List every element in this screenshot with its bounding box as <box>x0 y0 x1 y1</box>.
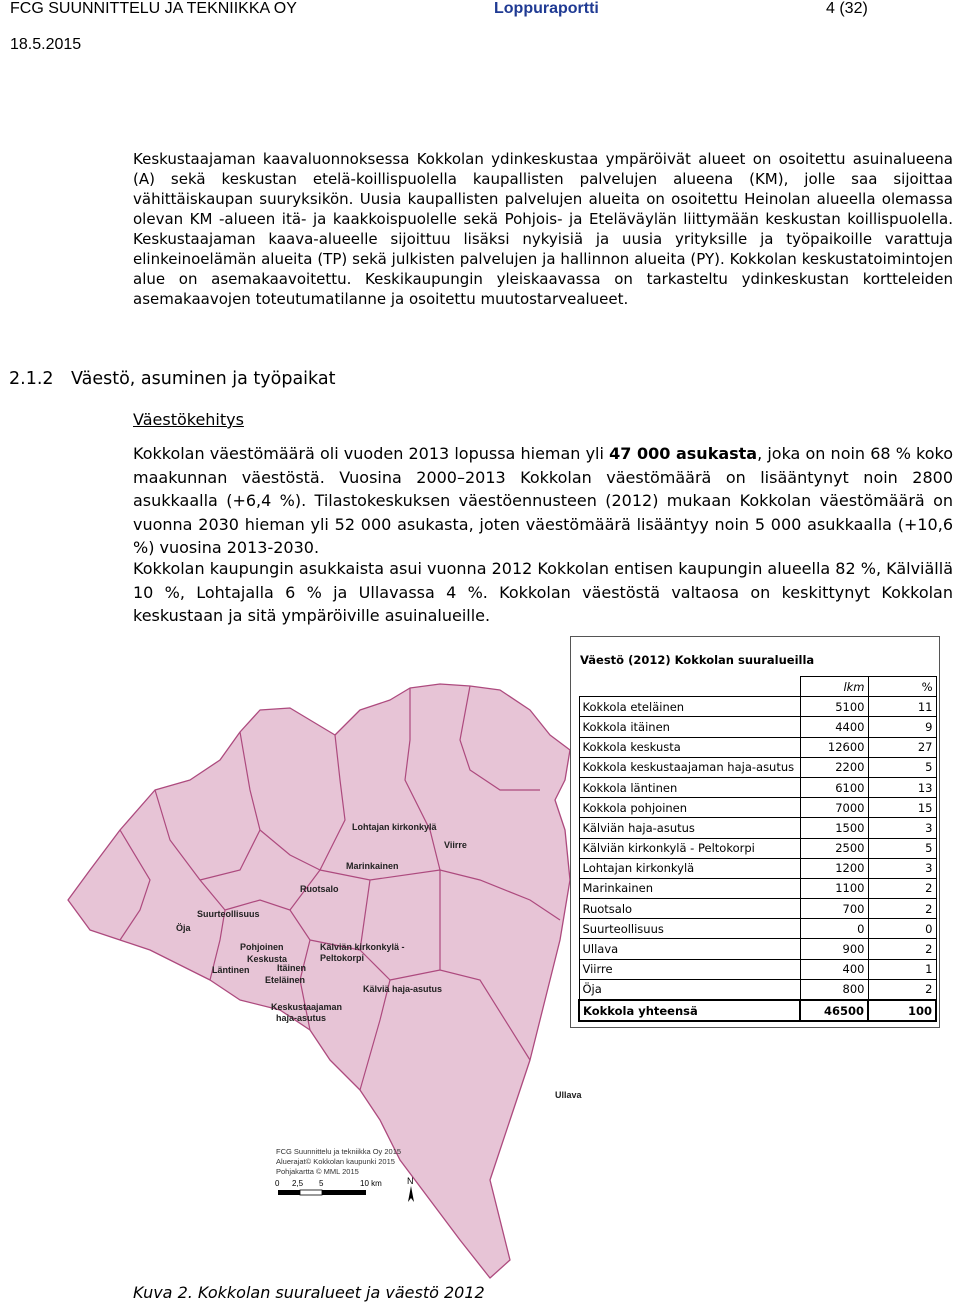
table-row <box>579 838 936 858</box>
scale-label-10: 10 km <box>360 1179 382 1188</box>
table-row <box>579 858 936 878</box>
north-arrow-icon <box>407 1176 414 1202</box>
map-label-kalvia-haja: Kälviä haja-asutus <box>363 984 443 994</box>
section-title: Väestö, asuminen ja työpaikat <box>71 369 336 389</box>
map-label-ullava: Ullava <box>555 1090 582 1100</box>
table-cell-lkm: 700 <box>800 899 868 919</box>
table-row <box>579 717 936 737</box>
table-header-lkm: lkm <box>800 677 868 697</box>
table-cell-pct: 2 <box>868 899 936 919</box>
map-label-itainen: Itäinen <box>277 963 307 973</box>
table-cell-pct: 5 <box>868 757 936 777</box>
table-row <box>579 818 936 838</box>
header-date: 18.5.2015 <box>10 36 82 53</box>
table-cell-lkm: 1200 <box>800 858 868 878</box>
map-label-kt-haja-1: Keskustaajaman <box>271 1002 343 1012</box>
table-row <box>579 737 936 757</box>
population-table-box <box>570 636 940 1028</box>
map-label-ruotsalo: Ruotsalo <box>300 884 339 894</box>
section-number: 2.1.2 <box>9 369 54 389</box>
table-cell-pct: 13 <box>868 777 936 797</box>
table-row <box>579 919 936 939</box>
table-row <box>579 959 936 979</box>
table-cell-name: Lohtajan kirkonkylä <box>579 858 800 878</box>
table-cell-pct: 11 <box>868 697 936 717</box>
map-label-suurteollisuus: Suurteollisuus <box>197 909 260 919</box>
header-company: FCG SUUNNITTELU JA TEKNIIKKA OY <box>10 0 297 17</box>
district-map <box>60 680 650 1280</box>
table-cell-pct: 0 <box>868 919 936 939</box>
table-header-empty <box>579 677 800 697</box>
table-cell-pct: 3 <box>868 858 936 878</box>
table-row <box>579 777 936 797</box>
map-label-etelainen: Eteläinen <box>265 975 306 985</box>
table-cell-name: Kokkola eteläinen <box>579 697 800 717</box>
table-cell-lkm: 2200 <box>800 757 868 777</box>
map-label-kt-haja-2: haja-asutus <box>276 1013 327 1023</box>
map-label-keskusta: Keskusta <box>247 954 288 964</box>
table-cell-pct: 2 <box>868 939 936 959</box>
table-cell-name: Kokkola itäinen <box>579 717 800 737</box>
table-cell-name: Kokkola keskusta <box>579 737 800 757</box>
table-cell-lkm: 900 <box>800 939 868 959</box>
table-cell-lkm: 800 <box>800 979 868 1000</box>
table-cell-lkm: 4400 <box>800 717 868 737</box>
map-label-kalvian-kk-2: Peltokorpi <box>320 953 365 963</box>
table-header-pct: % <box>868 677 936 697</box>
table-cell-name: Kokkola keskustaajaman haja-asutus <box>579 757 800 777</box>
figure-caption: Kuva 2. Kokkolan suuralueet ja väestö 2012 <box>133 1283 485 1302</box>
map-label-marinkainen: Marinkainen <box>346 861 399 871</box>
table-cell-name: Ullava <box>579 939 800 959</box>
paragraph-zoning: Keskustaajaman kaavaluonnoksessa Kokkolan ydinkeskustaa ympäröivät alueet on osoitettu asuinalueena (A) sekä keskustan etelä-koillispuolella kaupallisten palvelujen alueena (KM), jolle saa sijoittaa vähittäiskaupan suuryksikön. Uusia kaupallisten palvelujen alueita on osoitettu Heinolan alueella olemassa olevan KM -alueen itä- ja kaakkoispuolelle sekä Pohjois- ja Eteläväylän liittymään keskustan koillispuolella. Keskustaajaman kaava-alueelle sijoittuu lisäksi nykyisiä ja uusia yrityksille ja työpaikoille varattuja elinkeinoelämän alueita (TP) sekä julkisten palvelujen ja hallinnon alueita (PY). Kokkolan keskustatoimintojen alue on asemakaavoitettu. Keskikaupungin yleiskaavassa on tarkasteltu ydinkeskustan kortteleiden asemakaavojen toteutumatilanne ja osoitettu muutostarvealueet. <box>133 150 953 308</box>
table-cell-name: Kälviän haja-asutus <box>579 818 800 838</box>
map-outline <box>68 684 570 1278</box>
table-cell-pct: 3 <box>868 818 936 838</box>
table-cell-name: Kokkola läntinen <box>579 777 800 797</box>
table-cell-pct: 5 <box>868 838 936 858</box>
table-cell-name: Viirre <box>579 959 800 979</box>
header-page-number: 4 (32) <box>826 0 868 17</box>
table-cell-pct: 2 <box>868 878 936 898</box>
scale-label-2-5: 2,5 <box>292 1179 304 1188</box>
table-cell-lkm: 5100 <box>800 697 868 717</box>
total-name: Kokkola yhteensä <box>579 1000 800 1021</box>
table-cell-name: Suurteollisuus <box>579 919 800 939</box>
population-table <box>578 676 937 1022</box>
table-cell-name: Ruotsalo <box>579 899 800 919</box>
paragraph-population-bold: 47 000 asukasta <box>609 444 758 463</box>
map-label-pohjoinen: Pohjoinen <box>240 942 284 952</box>
table-cell-lkm: 12600 <box>800 737 868 757</box>
table-title: Väestö (2012) Kokkolan suuralueilla <box>580 653 815 667</box>
table-cell-name: Marinkainen <box>579 878 800 898</box>
table-cell-lkm: 1500 <box>800 818 868 838</box>
map-credit-3: Pohjakartta © MML 2015 <box>276 1167 359 1176</box>
table-cell-name: Kokkola pohjoinen <box>579 798 800 818</box>
total-pct: 100 <box>868 1000 936 1021</box>
map-label-viirre: Viirre <box>444 840 467 850</box>
paragraph-population-text-b: , joka on noin 68 % koko maakunnan väestöstä. Vuosina 2000–2013 Kokkolan väestömäärä on lisääntynyt noin 2800 asukkaalla (+6,4 %). Tilastokeskuksen väestöennusteen (2012) mukaan Kokkolan väestömäärä on vuonna 2030 hieman yli 52 000 asukasta, joten väestömäärä lisääntyy noin 5 000 asukkaalla (+10,6 %) vuosina 2013-2030. <box>133 444 954 557</box>
table-cell-lkm: 0 <box>800 919 868 939</box>
table-cell-lkm: 1100 <box>800 878 868 898</box>
table-row <box>579 798 936 818</box>
table-row <box>579 979 936 1000</box>
table-cell-name: Öja <box>579 979 800 1000</box>
paragraph-population-text-a: Kokkolan väestömäärä oli vuoden 2013 lopussa hieman yli <box>133 444 610 463</box>
table-cell-name: Kälviän kirkonkylä - Peltokorpi <box>579 838 800 858</box>
header-title: Loppuraportti <box>494 0 599 17</box>
map-label-oja: Öja <box>176 923 191 933</box>
map-label-kalvian-kk-1: Kälviän kirkonkylä - <box>320 942 405 952</box>
table-header-row <box>579 677 936 697</box>
table-row <box>579 697 936 717</box>
table-cell-pct: 1 <box>868 959 936 979</box>
paragraph-population <box>133 442 953 560</box>
table-cell-pct: 9 <box>868 717 936 737</box>
scale-bar <box>275 1179 382 1195</box>
map-credit-2: Aluerajat© Kokkolan kaupunki 2015 <box>276 1157 395 1166</box>
table-row <box>579 878 936 898</box>
table-row <box>579 939 936 959</box>
paragraph-distribution: Kokkolan kaupungin asukkaista asui vuonna 2012 Kokkolan entisen kaupungin alueella 82 %, Kälviällä 10 %, Lohtajalla 6 % ja Ullavassa 4 %. Kokkolan väestöstä valtaosa on keskittynyt Kokkolan keskustaan ja sitä ympäröiville asuinalueille. <box>133 559 953 625</box>
table-cell-pct: 15 <box>868 798 936 818</box>
table-cell-lkm: 6100 <box>800 777 868 797</box>
map-label-lohtajan: Lohtajan kirkonkylä <box>352 822 437 832</box>
map-credit-1: FCG Suunnittelu ja tekniikka Oy 2015 <box>276 1147 402 1156</box>
table-cell-lkm: 400 <box>800 959 868 979</box>
table-cell-lkm: 2500 <box>800 838 868 858</box>
table-row <box>579 757 936 777</box>
section-heading <box>9 369 336 389</box>
table-cell-pct: 2 <box>868 979 936 1000</box>
scale-label-5: 5 <box>319 1179 324 1188</box>
subheading: Väestökehitys <box>133 410 244 429</box>
table-total-row <box>579 1000 936 1021</box>
map-label-lantinen: Läntinen <box>212 965 250 975</box>
total-lkm: 46500 <box>800 1000 868 1021</box>
table-cell-pct: 27 <box>868 737 936 757</box>
scale-label-0: 0 <box>275 1179 280 1188</box>
table-row <box>579 899 936 919</box>
table-cell-lkm: 7000 <box>800 798 868 818</box>
north-label: N <box>407 1176 414 1186</box>
